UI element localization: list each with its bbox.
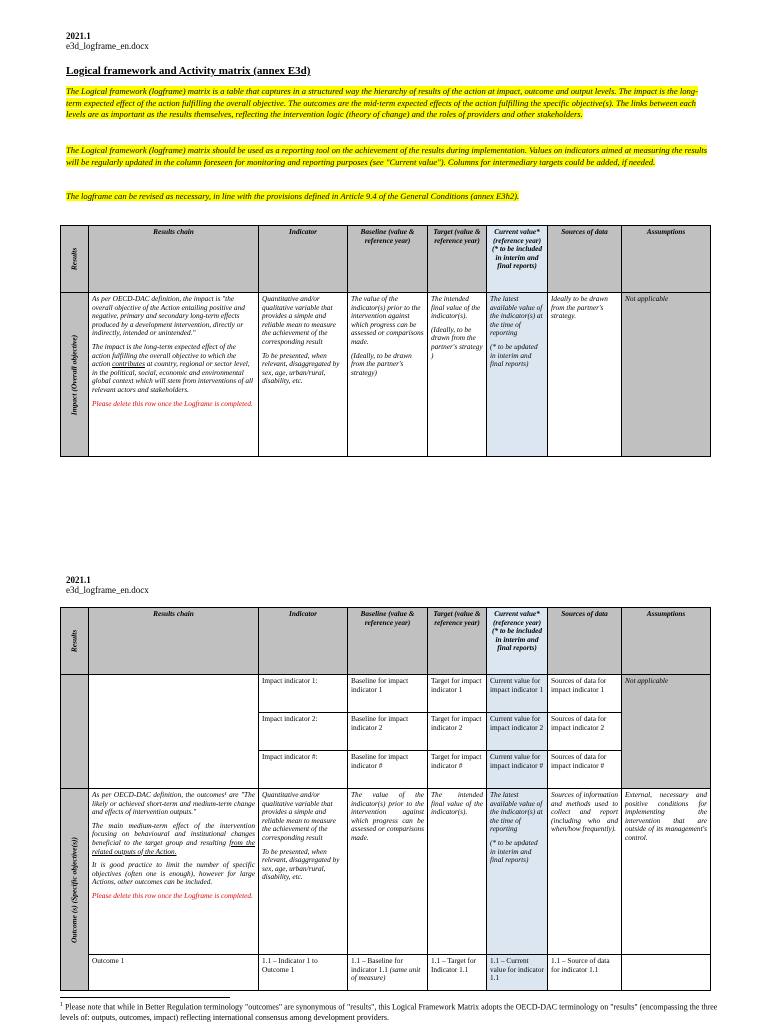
impact-sources: Ideally to be drawn from the partner's strategy.	[548, 293, 622, 457]
sources-header: Sources of data	[548, 608, 622, 675]
outcome-baseline: The value of the indicator(s) prior to the intervention against which progress can be assessed or comparisons made.	[348, 789, 428, 955]
logframe-table-1	[60, 225, 711, 457]
indicator-header: Indicator	[259, 608, 348, 675]
outcome-indicator: Quantitative and/or qualitative variable that provides a simple and reliable mean to measure the achievement of the corresponding result To be presented, when relevant, disaggregated by sex, age, urban/rural, disability, etc.	[259, 789, 348, 955]
page-title: Logical framework and Activity matrix (annex E3d)	[66, 65, 311, 77]
impact-chain-blank	[89, 675, 259, 789]
header-row	[61, 608, 711, 675]
impact-sources-1: Sources of data for impact indicator 1	[548, 675, 622, 713]
outcome-chain: As per OECD-DAC definition, the outcomes¹ are "The likely or achieved short-term and medium-term change and effects of intervention outputs." The main medium-term effect of the intervention focusing on behavioural and institutional changes beneficial to the target group and resulting from the related outputs of the Action. It is good practice to limit the number of specific objectives (often one is enough), however for large Actions, other outcomes can be included. Please delete this row once the Logframe is completed.	[89, 789, 259, 955]
outcome-1-baseline: 1.1 – Baseline for indicator 1.1 (same unit of measure)	[348, 955, 428, 991]
outcome-target: The intended final value of the indicator(s).	[428, 789, 487, 955]
delete-note: Please delete this row once the Logframe is completed.	[92, 890, 253, 900]
logframe-table-2	[60, 607, 711, 991]
impact-indicator-n: Impact indicator #:	[259, 751, 348, 789]
assumptions-header: Assumptions	[622, 226, 711, 293]
impact-indicator-1: Impact indicator 1:	[259, 675, 348, 713]
baseline-header: Baseline (value & reference year)	[348, 226, 428, 293]
outcome-1-chain: Outcome 1	[89, 955, 259, 991]
current-header: Current value* (reference year) (* to be included in interim and final reports)	[487, 608, 548, 675]
impact-assumptions: Not applicable	[622, 675, 711, 789]
outcome-1-sources: 1.1 – Source of data for indicator 1.1	[548, 955, 622, 991]
version: 2021.1	[66, 31, 91, 41]
target-header: Target (value & reference year)	[428, 226, 487, 293]
impact-current-2: Current value for impact indicator 2	[487, 713, 548, 751]
intro-paragraph-3: The logframe can be revised as necessary, in line with the provisions defined in Article 9.4 of the General Conditions (annex E3h2).	[66, 191, 520, 201]
chain-header: Results chain	[89, 226, 259, 293]
impact-sources-n: Sources of data for impact indicator #	[548, 751, 622, 789]
impact-indicator: Quantitative and/or qualitative variable that provides a simple and reliable mean to measure the achievement of the corresponding result To be presented, when relevant, disaggregated by sex, age, urban/rural, disability, etc.	[259, 293, 348, 457]
intro-paragraph-1: The Logical framework (logframe) matrix is a table that captures in a structured way the hierarchy of results of the action at impact, outcome and output levels. The impact is the long-term expected effect of the action fulfilling the overall objective. The outcomes are the mid-term expected effects of the action fulfilling the specific objective(s). The links between each levels are as important as the results themselves, reflecting the intervention logic (theory of change) and the roles of providers and other stakeholders.	[66, 86, 698, 120]
page-header	[66, 31, 149, 51]
version: 2021.1	[66, 575, 91, 585]
impact-baseline-n: Baseline for impact indicator #	[348, 751, 428, 789]
impact-current-1: Current value for impact indicator 1	[487, 675, 548, 713]
impact-current: The latest available value of the indicator(s) at the time of reporting (* to be updated in interim and final reports)	[487, 293, 548, 457]
results-header: Results	[61, 226, 89, 293]
indicator-header: Indicator	[259, 226, 348, 293]
chain-header: Results chain	[89, 608, 259, 675]
filename: e3d_logframe_en.docx	[66, 41, 149, 51]
intro-paragraph-2: The Logical framework (logframe) matrix should be used as a reporting tool on the achievement of the results during implementation. Values on indicators aimed at measuring the results will be regularly updated in the column foreseen for monitoring and reporting purposes (see "Current value"). Columns for intermediary targets could be added, if needed.	[66, 145, 708, 167]
results-header: Results	[61, 608, 89, 675]
impact-baseline: The value of the indicator(s) prior to the intervention against which progress can be assessed or comparisons made. (Ideally, to be drawn from the partner's strategy)	[348, 293, 428, 457]
impact-baseline-2: Baseline for impact indicator 2	[348, 713, 428, 751]
impact-assumptions: Not applicable	[622, 293, 711, 457]
outcome-1-indicator: 1.1 – Indicator 1 to Outcome 1	[259, 955, 348, 991]
impact-label-blank	[61, 675, 89, 789]
footnote: $^1$ Please note that while in Better Regulation terminology "outcomes" are synonymous of "results", this Logical Framework Matrix adopts the OECD-DAC terminology on "results" (encompassing the three levels of: outputs, outcomes, impact) reflecting international consensus among development providers.	[60, 1002, 718, 1022]
assumptions-header: Assumptions	[622, 608, 711, 675]
impact-target-1: Target for impact indicator 1	[428, 675, 487, 713]
delete-note: Please delete this row once the Logframe is completed.	[92, 398, 253, 408]
current-header: Current value* (reference year) (* to be included in interim and final reports)	[487, 226, 548, 293]
sources-header: Sources of data	[548, 226, 622, 293]
impact-baseline-1: Baseline for impact indicator 1	[348, 675, 428, 713]
impact-target-2: Target for impact indicator 2	[428, 713, 487, 751]
outcome-row	[61, 789, 711, 955]
impact-target-n: Target for impact indicator #	[428, 751, 487, 789]
outcome-current: The latest available value of the indicator(s) at the time of reporting (* to be updated in interim and final reports)	[487, 789, 548, 955]
impact-sources-2: Sources of data for impact indicator 2	[548, 713, 622, 751]
page-header-2	[66, 575, 149, 595]
outcome-sources: Sources of information and methods used to collect and report (including who and when/how frequently).	[548, 789, 622, 955]
impact-target: The intended final value of the indicator(s). (Ideally, to be drawn from the partner's strategy )	[428, 293, 487, 457]
baseline-header: Baseline (value & reference year)	[348, 608, 428, 675]
impact-chain: As per OECD-DAC definition, the impact is "the overall objective of the Action entailing positive and negative, primary and secondary long-term effects produced by a development intervention, directly or indirectly, intended or unintended." The impact is the long-term expected effect of the action fulfilling the overall objective to which the action contributes at country, regional or sector level, in the political, social, economic and environmental global context which will stem from interventions of all relevant actors and stakeholders. Please delete this row once the Logframe is completed.	[89, 293, 259, 457]
impact-indicator-row	[61, 675, 711, 713]
impact-indicator-2: Impact indicator 2:	[259, 713, 348, 751]
outcome-1-target: 1.1 – Target for Indicator 1.1	[428, 955, 487, 991]
outcome-assumptions: External, necessary and positive conditions for implementing the intervention that are outside of its management's control.	[622, 789, 711, 955]
filename: e3d_logframe_en.docx	[66, 585, 149, 595]
target-header: Target (value & reference year)	[428, 608, 487, 675]
footnote-separator	[60, 997, 230, 998]
outcome-1-assumptions	[622, 955, 711, 991]
impact-current-n: Current value for impact indicator #	[487, 751, 548, 789]
outcome-1-row	[61, 955, 711, 991]
impact-row	[61, 293, 711, 457]
impact-label: Impact (Overall objective)	[61, 293, 89, 457]
header-row	[61, 226, 711, 293]
outcome-label: Outcome (s) (Specific objective(s))	[61, 789, 89, 991]
outcome-1-current: 1.1 – Current value for indicator 1.1	[487, 955, 548, 991]
